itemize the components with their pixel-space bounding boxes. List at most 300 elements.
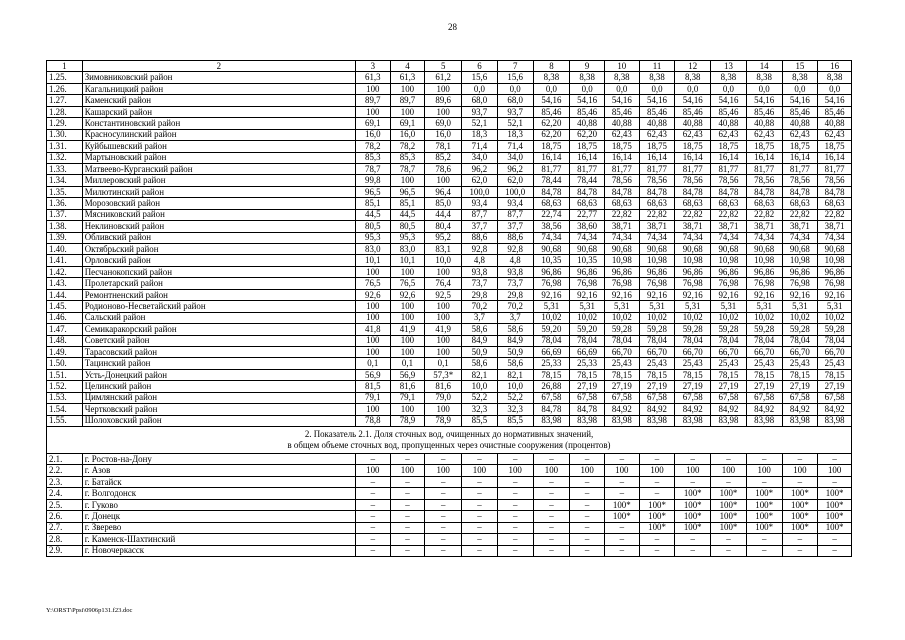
value-cell: 66,70 (675, 346, 711, 357)
value-cell: 78,04 (639, 335, 675, 346)
value-cell: 96,5 (390, 186, 425, 197)
value-cell: 85,5 (497, 415, 533, 426)
value-cell: 16,14 (604, 152, 639, 163)
value-cell: 57,3* (425, 369, 462, 380)
value-cell: 76,4 (425, 278, 462, 289)
value-cell: 96,2 (497, 163, 533, 174)
value-cell: 76,5 (355, 278, 390, 289)
value-cell: 84,92 (639, 404, 675, 415)
table-row (47, 163, 852, 174)
value-cell: 68,0 (462, 95, 498, 106)
value-cell: 54,16 (604, 95, 639, 106)
value-cell: 84,9 (497, 335, 533, 346)
value-cell: 100 (818, 465, 852, 476)
row-number: 1.39. (47, 232, 83, 243)
value-cell: 62,0 (462, 175, 498, 186)
value-cell: – (782, 454, 818, 465)
value-cell: – (533, 499, 570, 510)
value-cell: 85,0 (425, 198, 462, 209)
value-cell: 81,77 (570, 163, 605, 174)
value-cell: 85,1 (390, 198, 425, 209)
value-cell: 10,02 (639, 312, 675, 323)
value-cell: 25,33 (533, 358, 570, 369)
value-cell: 50,9 (462, 346, 498, 357)
value-cell: 92,5 (425, 289, 462, 300)
value-cell: 15,6 (462, 72, 498, 83)
value-cell: 95,3 (355, 232, 390, 243)
value-cell: 40,88 (639, 118, 675, 129)
row-number: 2.6. (47, 511, 83, 522)
value-cell: 83,98 (818, 415, 852, 426)
row-name: Обливский район (82, 232, 355, 243)
value-cell: 66,69 (533, 346, 570, 357)
value-cell: 100 (355, 83, 390, 94)
value-cell: 100* (818, 499, 852, 510)
value-cell: 25,33 (570, 358, 605, 369)
row-name: Куйбышевский район (82, 141, 355, 152)
value-cell: 5,31 (711, 301, 747, 312)
indicator-table (46, 60, 852, 557)
value-cell: 78,04 (818, 335, 852, 346)
value-cell: 81,77 (711, 163, 747, 174)
row-number: 1.37. (47, 209, 83, 220)
value-cell: 78,15 (533, 369, 570, 380)
row-number: 1.52. (47, 381, 83, 392)
value-cell: 78,15 (604, 369, 639, 380)
value-cell: 78,15 (639, 369, 675, 380)
table-row (47, 358, 852, 369)
row-name: Кагальницкий район (82, 83, 355, 94)
value-cell: 100 (425, 335, 462, 346)
value-cell: 83,0 (390, 244, 425, 255)
value-cell: 18,75 (782, 141, 818, 152)
value-cell: 76,98 (570, 278, 605, 289)
value-cell: 95,2 (425, 232, 462, 243)
value-cell: 84,78 (604, 186, 639, 197)
value-cell: 78,04 (604, 335, 639, 346)
table-row (47, 141, 852, 152)
value-cell: 78,56 (711, 175, 747, 186)
value-cell: 29,8 (497, 289, 533, 300)
value-cell: 78,15 (675, 369, 711, 380)
value-cell: 0,0 (462, 83, 498, 94)
value-cell: 27,19 (604, 381, 639, 392)
row-name: г. Новочеркасск (82, 545, 355, 556)
table-row (47, 454, 852, 465)
value-cell: – (675, 534, 711, 545)
value-cell: 100* (675, 499, 711, 510)
value-cell: 34,0 (462, 152, 498, 163)
row-name: Цимлянский район (82, 392, 355, 403)
value-cell: 69,0 (425, 118, 462, 129)
value-cell: 84,92 (711, 404, 747, 415)
value-cell: 85,3 (355, 152, 390, 163)
column-number: 7 (497, 61, 533, 72)
value-cell: 68,63 (711, 198, 747, 209)
value-cell: – (711, 534, 747, 545)
value-cell: 25,43 (782, 358, 818, 369)
value-cell: 18,75 (570, 141, 605, 152)
value-cell: 92,16 (604, 289, 639, 300)
value-cell: 0,1 (390, 358, 425, 369)
value-cell: 93,7 (462, 106, 498, 117)
value-cell: – (604, 488, 639, 499)
value-cell: 83,98 (675, 415, 711, 426)
value-cell: 84,92 (746, 404, 782, 415)
value-cell: – (497, 522, 533, 533)
value-cell: 92,16 (533, 289, 570, 300)
value-cell: 100* (818, 488, 852, 499)
value-cell: – (639, 454, 675, 465)
value-cell: 68,63 (570, 198, 605, 209)
value-cell: – (533, 522, 570, 533)
value-cell: 71,4 (462, 141, 498, 152)
value-cell: 62,0 (497, 175, 533, 186)
value-cell: 0,0 (639, 83, 675, 94)
value-cell: 85,2 (425, 152, 462, 163)
value-cell: 62,43 (675, 129, 711, 140)
value-cell: 59,28 (604, 324, 639, 335)
value-cell: 100 (390, 106, 425, 117)
value-cell: 40,88 (604, 118, 639, 129)
section-heading (47, 427, 852, 454)
row-number: 2.8. (47, 534, 83, 545)
value-cell: 38,60 (570, 221, 605, 232)
value-cell: 54,16 (570, 95, 605, 106)
value-cell: 10,1 (390, 255, 425, 266)
value-cell: 62,43 (711, 129, 747, 140)
value-cell: 78,56 (782, 175, 818, 186)
value-cell: 8,38 (639, 72, 675, 83)
value-cell: – (782, 545, 818, 556)
value-cell: 67,58 (818, 392, 852, 403)
value-cell: 93,4 (497, 198, 533, 209)
value-cell: 58,6 (497, 358, 533, 369)
value-cell: 81,77 (604, 163, 639, 174)
row-name: г. Волгодонск (82, 488, 355, 499)
value-cell: 81,77 (533, 163, 570, 174)
value-cell: 62,43 (746, 129, 782, 140)
value-cell: 92,6 (355, 289, 390, 300)
table-row (47, 83, 852, 94)
row-number: 1.45. (47, 301, 83, 312)
value-cell: – (462, 522, 498, 533)
row-name: Ремонтненский район (82, 289, 355, 300)
value-cell: 0,0 (746, 83, 782, 94)
value-cell: 93,7 (497, 106, 533, 117)
value-cell: 27,19 (639, 381, 675, 392)
value-cell: 100* (604, 511, 639, 522)
value-cell: – (604, 454, 639, 465)
value-cell: – (818, 545, 852, 556)
row-number: 1.30. (47, 129, 83, 140)
value-cell: – (497, 499, 533, 510)
value-cell: – (818, 454, 852, 465)
value-cell: – (639, 476, 675, 487)
value-cell: 5,31 (570, 301, 605, 312)
value-cell: – (425, 454, 462, 465)
value-cell: 100 (390, 346, 425, 357)
value-cell: – (746, 476, 782, 487)
value-cell: 54,16 (711, 95, 747, 106)
value-cell: – (425, 534, 462, 545)
value-cell: 0,0 (675, 83, 711, 94)
value-cell: 78,44 (570, 175, 605, 186)
table-row (47, 301, 852, 312)
value-cell: 73,7 (462, 278, 498, 289)
value-cell: 5,31 (533, 301, 570, 312)
value-cell: 22,82 (746, 209, 782, 220)
value-cell: 8,38 (533, 72, 570, 83)
value-cell: 38,71 (746, 221, 782, 232)
value-cell: 54,16 (782, 95, 818, 106)
value-cell: – (675, 454, 711, 465)
value-cell: 100 (639, 465, 675, 476)
value-cell: 10,98 (675, 255, 711, 266)
value-cell: 66,70 (782, 346, 818, 357)
value-cell: 84,92 (818, 404, 852, 415)
value-cell: – (818, 534, 852, 545)
value-cell: 38,71 (711, 221, 747, 232)
value-cell: 32,3 (497, 404, 533, 415)
value-cell: 54,16 (818, 95, 852, 106)
row-number: 1.31. (47, 141, 83, 152)
value-cell: 85,1 (355, 198, 390, 209)
value-cell: 8,38 (675, 72, 711, 83)
value-cell: 84,92 (604, 404, 639, 415)
value-cell: 10,98 (711, 255, 747, 266)
table-row (47, 488, 852, 499)
value-cell: 100 (390, 465, 425, 476)
value-cell: 76,98 (711, 278, 747, 289)
row-number: 1.29. (47, 118, 83, 129)
value-cell: 10,02 (533, 312, 570, 323)
value-cell: 100 (355, 312, 390, 323)
value-cell: 0,0 (782, 83, 818, 94)
value-cell: 83,98 (639, 415, 675, 426)
value-cell: 81,6 (425, 381, 462, 392)
value-cell: 84,78 (570, 404, 605, 415)
value-cell: 15,6 (497, 72, 533, 83)
value-cell: – (355, 454, 390, 465)
value-cell: 100* (818, 522, 852, 533)
value-cell: 40,88 (782, 118, 818, 129)
value-cell: 90,68 (570, 244, 605, 255)
value-cell: 89,7 (390, 95, 425, 106)
table-row (47, 335, 852, 346)
value-cell: 78,2 (355, 141, 390, 152)
value-cell: 92,16 (818, 289, 852, 300)
value-cell: – (355, 534, 390, 545)
column-number: 15 (782, 61, 818, 72)
value-cell: 74,34 (604, 232, 639, 243)
value-cell: – (462, 499, 498, 510)
value-cell: 74,34 (639, 232, 675, 243)
table-row (47, 186, 852, 197)
value-cell: 74,34 (746, 232, 782, 243)
value-cell: 100 (462, 465, 498, 476)
row-number: 1.48. (47, 335, 83, 346)
table-row (47, 404, 852, 415)
value-cell: 44,4 (425, 209, 462, 220)
value-cell: 68,0 (497, 95, 533, 106)
value-cell: 100 (711, 465, 747, 476)
value-cell: 85,46 (533, 106, 570, 117)
row-name: Каменский район (82, 95, 355, 106)
row-name: Матвеево-Курганский район (82, 163, 355, 174)
value-cell: 96,86 (570, 266, 605, 277)
value-cell: – (711, 476, 747, 487)
value-cell: 54,16 (639, 95, 675, 106)
value-cell: – (390, 488, 425, 499)
value-cell: 62,20 (533, 129, 570, 140)
value-cell: 10,1 (355, 255, 390, 266)
table-row (47, 106, 852, 117)
row-name: Неклиновский район (82, 221, 355, 232)
value-cell: 83,98 (570, 415, 605, 426)
value-cell: 85,46 (604, 106, 639, 117)
value-cell: 100* (711, 488, 747, 499)
value-cell: 54,16 (746, 95, 782, 106)
value-cell: 90,68 (782, 244, 818, 255)
value-cell: 8,38 (818, 72, 852, 83)
value-cell: 78,15 (818, 369, 852, 380)
value-cell: 90,68 (675, 244, 711, 255)
value-cell: 10,35 (570, 255, 605, 266)
value-cell: 54,16 (533, 95, 570, 106)
row-number: 2.5. (47, 499, 83, 510)
value-cell: – (711, 545, 747, 556)
column-number: 12 (675, 61, 711, 72)
value-cell: – (570, 488, 605, 499)
value-cell: 96,4 (425, 186, 462, 197)
row-number: 1.33. (47, 163, 83, 174)
value-cell: 85,46 (782, 106, 818, 117)
value-cell: – (604, 476, 639, 487)
value-cell: 100 (604, 465, 639, 476)
row-number: 1.55. (47, 415, 83, 426)
value-cell: 59,28 (639, 324, 675, 335)
table-row (47, 95, 852, 106)
value-cell: 25,43 (675, 358, 711, 369)
value-cell: 62,20 (533, 118, 570, 129)
value-cell: – (533, 454, 570, 465)
row-number: 2.4. (47, 488, 83, 499)
value-cell: 100,0 (462, 186, 498, 197)
row-number: 1.28. (47, 106, 83, 117)
value-cell: – (425, 545, 462, 556)
value-cell: 62,43 (639, 129, 675, 140)
value-cell: 84,9 (462, 335, 498, 346)
value-cell: 8,38 (570, 72, 605, 83)
value-cell: 96,86 (746, 266, 782, 277)
value-cell: 78,56 (746, 175, 782, 186)
value-cell: 100 (425, 312, 462, 323)
value-cell: 78,15 (570, 369, 605, 380)
value-cell: 18,75 (818, 141, 852, 152)
row-name: Морозовский район (82, 198, 355, 209)
value-cell: 90,68 (711, 244, 747, 255)
row-name: Тарасовский район (82, 346, 355, 357)
value-cell: 52,1 (462, 118, 498, 129)
value-cell: – (497, 476, 533, 487)
value-cell: – (533, 488, 570, 499)
value-cell: – (462, 488, 498, 499)
row-number: 1.49. (47, 346, 83, 357)
value-cell: 59,28 (675, 324, 711, 335)
row-name: Мартыновский район (82, 152, 355, 163)
value-cell: 74,34 (570, 232, 605, 243)
value-cell: 67,58 (746, 392, 782, 403)
row-number: 1.46. (47, 312, 83, 323)
value-cell: 78,04 (570, 335, 605, 346)
value-cell: 76,98 (533, 278, 570, 289)
value-cell: 10,35 (533, 255, 570, 266)
table-row (47, 545, 852, 556)
value-cell: 96,86 (639, 266, 675, 277)
column-number: 2 (82, 61, 355, 72)
value-cell: 78,04 (782, 335, 818, 346)
value-cell: – (355, 476, 390, 487)
table-row (47, 118, 852, 129)
value-cell: 59,28 (782, 324, 818, 335)
row-number: 1.32. (47, 152, 83, 163)
table-row (47, 415, 852, 426)
value-cell: 92,16 (675, 289, 711, 300)
value-cell: 16,14 (639, 152, 675, 163)
value-cell: 78,56 (639, 175, 675, 186)
value-cell: 74,34 (782, 232, 818, 243)
value-cell: 74,34 (533, 232, 570, 243)
value-cell: 27,19 (818, 381, 852, 392)
value-cell: 68,63 (675, 198, 711, 209)
column-number: 14 (746, 61, 782, 72)
value-cell: 22,82 (675, 209, 711, 220)
value-cell: 5,31 (604, 301, 639, 312)
value-cell: 4,8 (462, 255, 498, 266)
value-cell: 67,58 (782, 392, 818, 403)
value-cell: – (497, 488, 533, 499)
value-cell: 61,2 (425, 72, 462, 83)
section-title-line-1: 2. Показатель 2.1. Доля сточных вод, очищенных до нормативных значений, (304, 428, 594, 439)
value-cell: 100* (782, 488, 818, 499)
value-cell: – (497, 454, 533, 465)
value-cell: – (390, 511, 425, 522)
value-cell: – (818, 476, 852, 487)
value-cell: 18,3 (462, 129, 498, 140)
value-cell: 100 (355, 465, 390, 476)
value-cell: 100 (355, 335, 390, 346)
value-cell: 100* (818, 511, 852, 522)
value-cell: 10,98 (604, 255, 639, 266)
value-cell: 83,98 (604, 415, 639, 426)
row-number: 2.2. (47, 465, 83, 476)
value-cell: 100* (675, 522, 711, 533)
row-number: 1.36. (47, 198, 83, 209)
section-title-line-2: в общем объеме сточных вод, пропущенных через очистные сооружения (процентов) (287, 440, 611, 450)
row-name: Усть-Донецкий район (82, 369, 355, 380)
value-cell: 61,3 (355, 72, 390, 83)
row-number: 1.54. (47, 404, 83, 415)
value-cell: – (570, 511, 605, 522)
value-cell: 76,98 (604, 278, 639, 289)
value-cell: 85,46 (711, 106, 747, 117)
value-cell: 3,7 (462, 312, 498, 323)
value-cell: 85,46 (675, 106, 711, 117)
value-cell: 52,2 (462, 392, 498, 403)
value-cell: 40,88 (675, 118, 711, 129)
column-number: 13 (711, 61, 747, 72)
